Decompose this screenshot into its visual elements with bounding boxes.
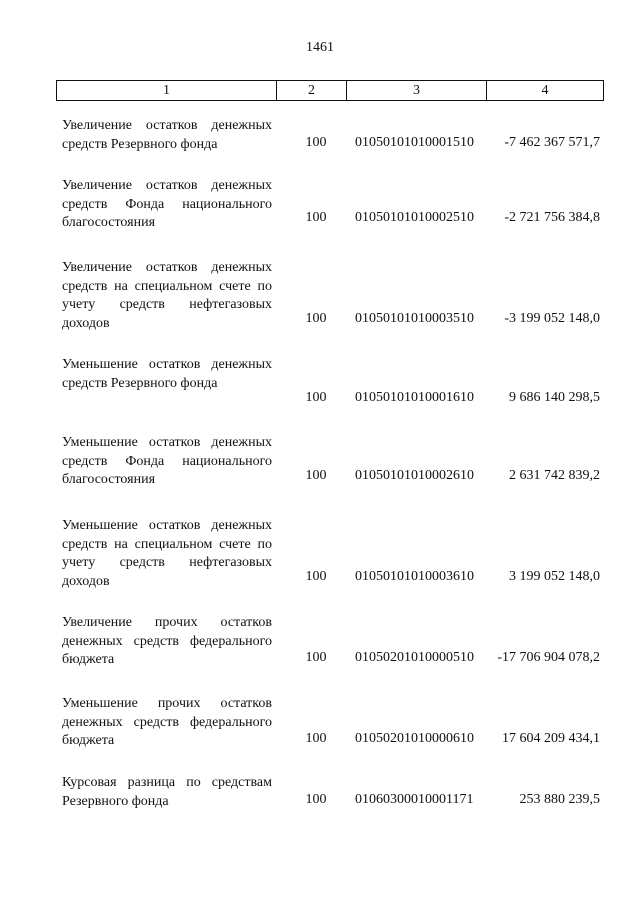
row-description: Увеличение остатков денежных средств Резервного фонда: [62, 118, 272, 152]
table-header: [56, 80, 604, 101]
row-amount: -2 721 756 384,8: [504, 210, 600, 225]
row-description: Уменьшение прочих остатков денежных средств федерального бюджета: [62, 696, 272, 748]
row-col2: 100: [305, 650, 327, 665]
row-code: 01050101010002610: [355, 468, 474, 483]
row-code: 01050201010000610: [355, 731, 474, 746]
row-amount: 253 880 239,5: [519, 792, 600, 807]
row-description: Увеличение прочих остатков денежных средств федерального бюджета: [62, 615, 272, 667]
row-amount: -17 706 904 078,2: [497, 650, 600, 665]
row-amount: -3 199 052 148,0: [504, 311, 600, 326]
row-description: Курсовая разница по средствам Резервного фонда: [62, 775, 272, 809]
header-row: [57, 81, 604, 101]
row-code: 01050101010001610: [355, 390, 474, 405]
row-description: Уменьшение остатков денежных средств Фонда национального благосостояния: [62, 435, 272, 487]
row-col2: 100: [305, 311, 327, 326]
row-description: Увеличение остатков денежных средств на специальном счете по учету средств нефтегазовых доходов: [62, 260, 272, 331]
header-col-3: 3: [347, 81, 487, 101]
row-col2: 100: [305, 731, 327, 746]
row-description: Уменьшение остатков денежных средств на специальном счете по учету средств нефтегазовых доходов: [62, 518, 272, 589]
row-amount: -7 462 367 571,7: [504, 135, 600, 150]
row-description: Уменьшение остатков денежных средств Резервного фонда: [62, 357, 272, 391]
header-col-2: 2: [277, 81, 347, 101]
row-col2: 100: [305, 210, 327, 225]
row-code: 01050201010000510: [355, 650, 474, 665]
row-amount: 3 199 052 148,0: [509, 569, 600, 584]
header-col-4: 4: [487, 81, 604, 101]
row-amount: 2 631 742 839,2: [509, 468, 600, 483]
row-col2: 100: [305, 390, 327, 405]
row-col2: 100: [305, 569, 327, 584]
row-code: 01050101010003510: [355, 311, 474, 326]
row-amount: 9 686 140 298,5: [509, 390, 600, 405]
row-code: 01050101010003610: [355, 569, 474, 584]
row-description: Увеличение остатков денежных средств Фонда национального благосостояния: [62, 178, 272, 230]
row-code: 01050101010002510: [355, 210, 474, 225]
header-col-1: 1: [57, 81, 277, 101]
row-col2: 100: [305, 792, 327, 807]
row-amount: 17 604 209 434,1: [502, 731, 600, 746]
row-code: 01060300010001171: [355, 792, 474, 807]
row-col2: 100: [305, 468, 327, 483]
row-code: 01050101010001510: [355, 135, 474, 150]
page-number: 1461: [306, 40, 334, 55]
row-col2: 100: [305, 135, 327, 150]
